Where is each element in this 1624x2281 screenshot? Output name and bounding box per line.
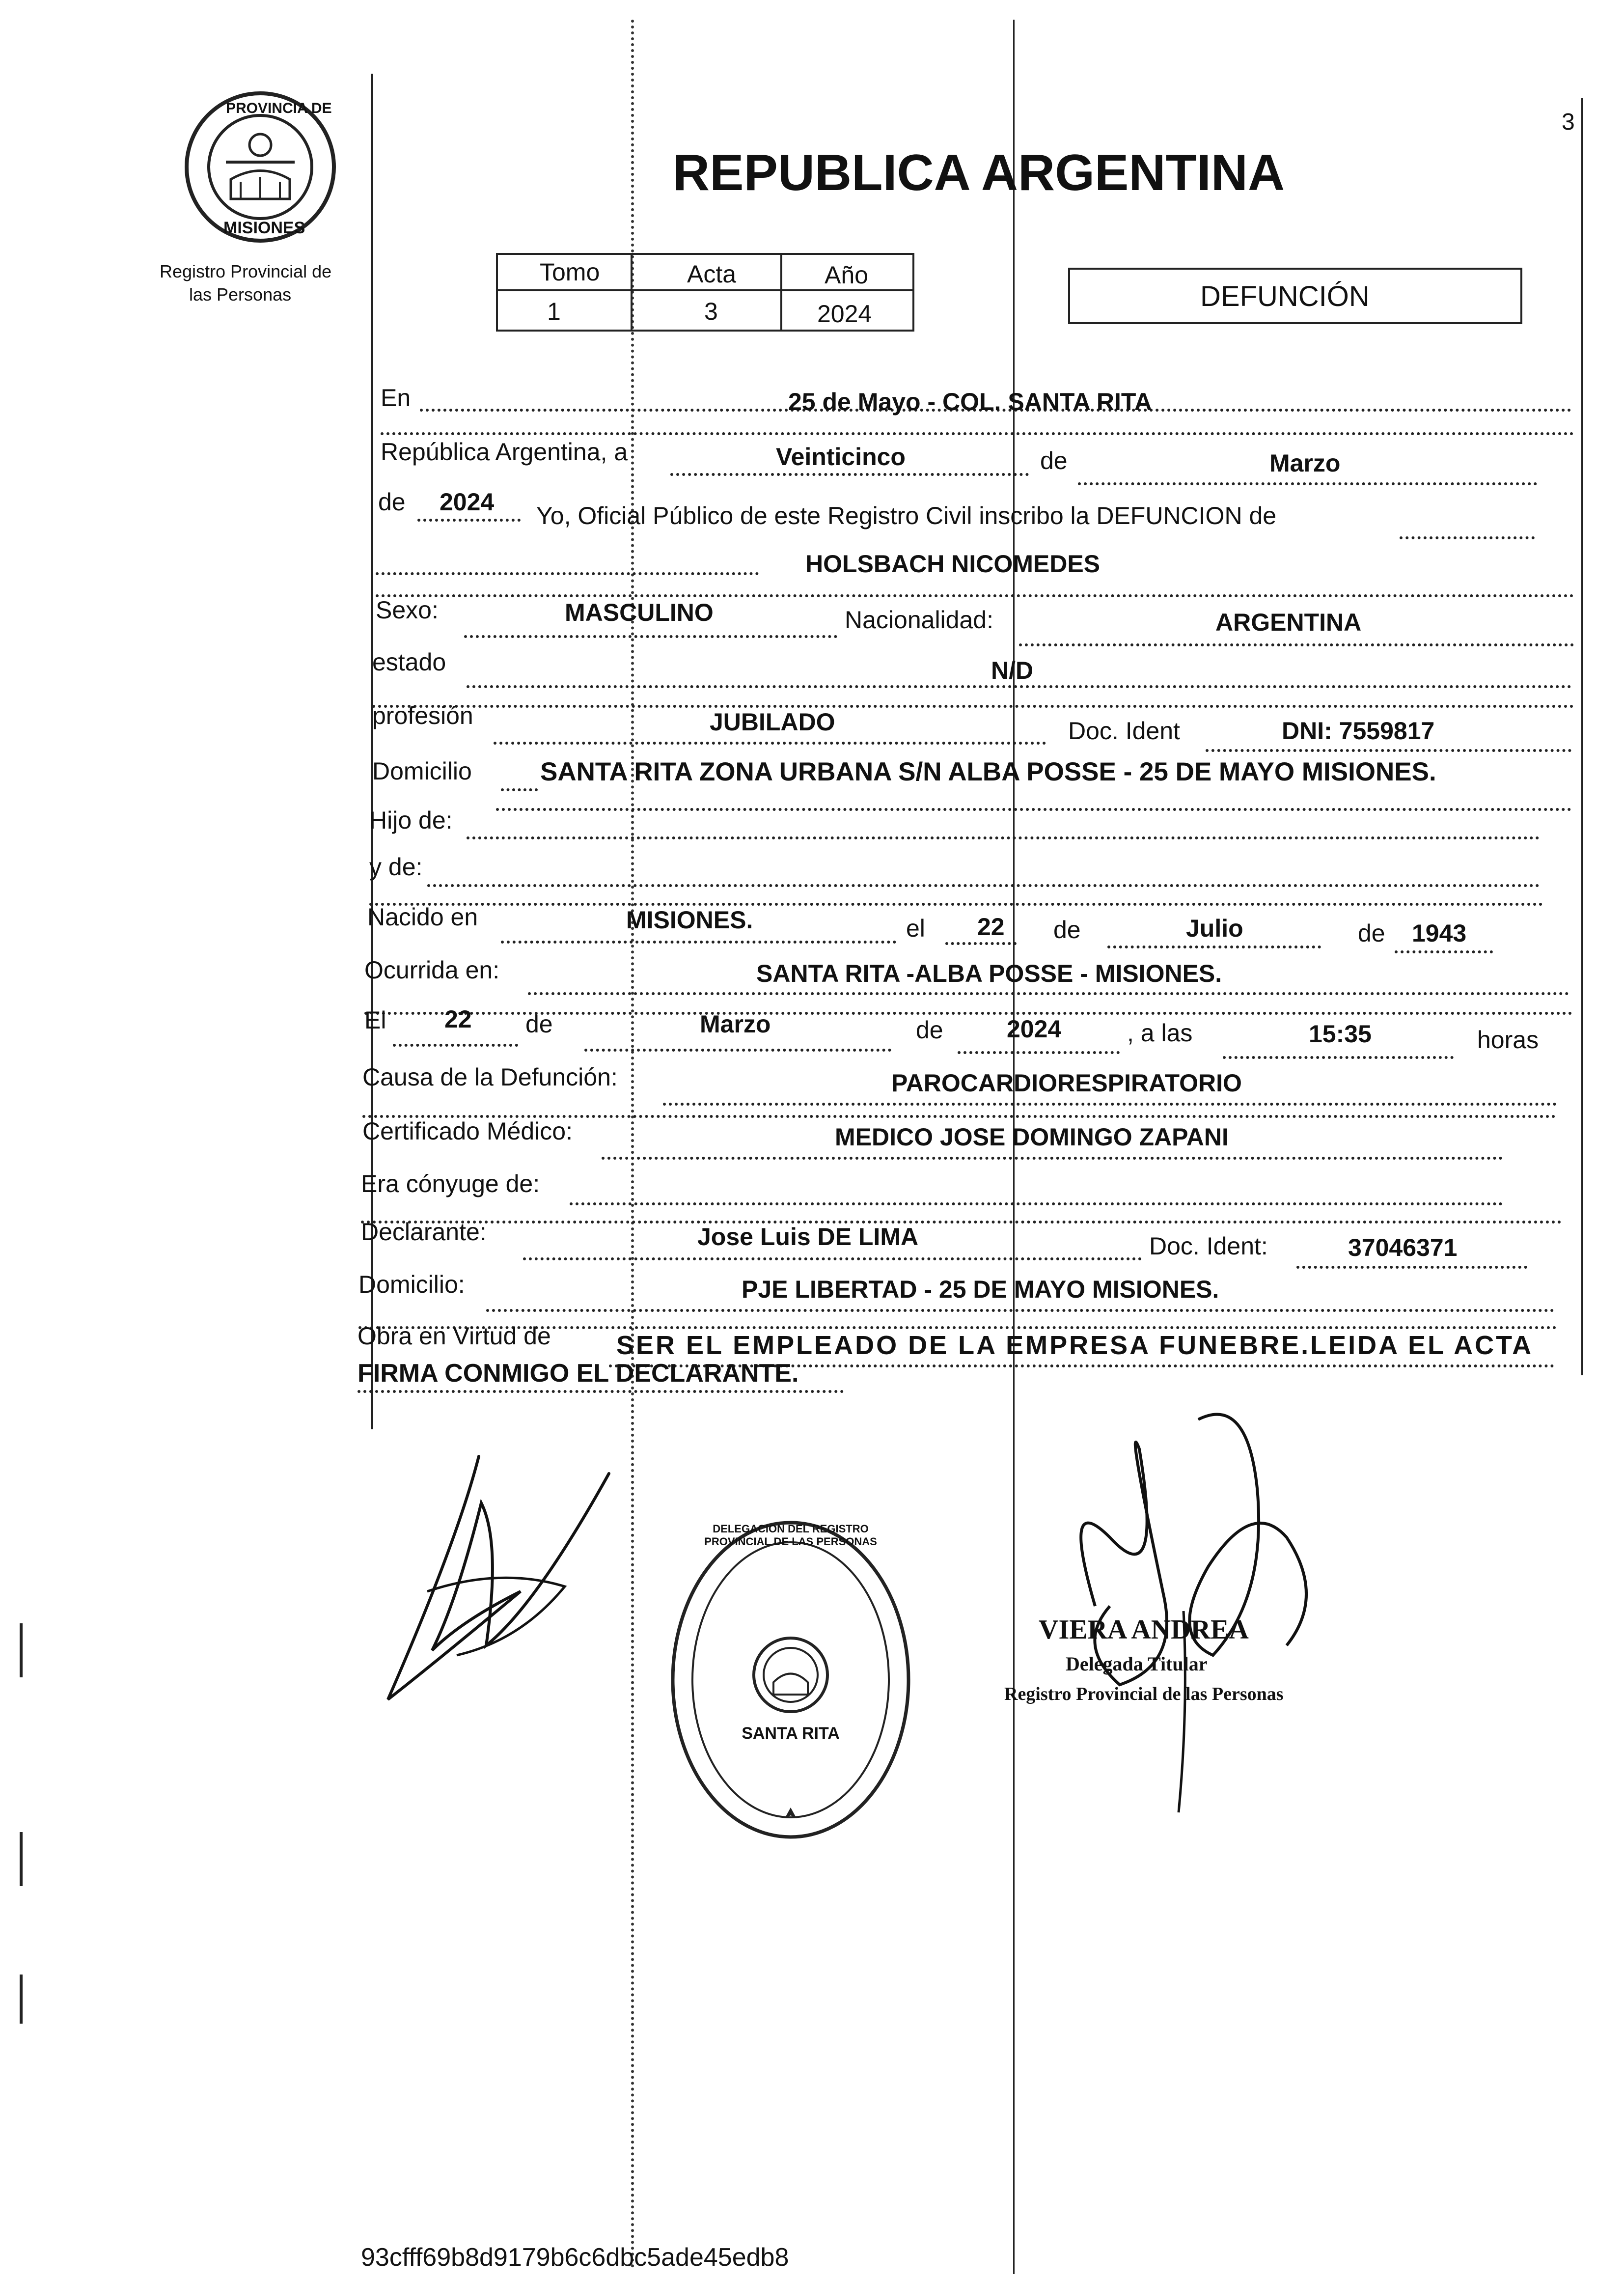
stamp-inner-text: SANTA RITA [742,1724,840,1743]
label-doc-ident: Doc. Ident [1068,717,1180,745]
label-domicilio-2: Domicilio: [358,1271,465,1298]
label-certificado: Certificado Médico: [362,1117,573,1145]
label-y-de: y de: [369,853,423,881]
value-fall-dia: 22 [444,1005,472,1033]
label-domicilio: Domicilio [372,757,472,785]
value-dia-letras: Veinticinco [776,443,906,471]
registry-line-2: las Personas [189,284,292,305]
dots-fall-dia [393,1044,518,1047]
record-table-divider-v1 [631,255,633,330]
header-acta: Acta [687,260,737,288]
record-type-box [1068,268,1522,324]
dots-oficial [1400,536,1535,539]
dots-estado-2 [372,705,1574,708]
value-tomo: 1 [547,298,561,325]
official-role: Delegada Titular [1066,1653,1208,1675]
dots-ocurrida-en [528,992,1569,995]
margin-mark-2 [20,1832,23,1886]
label-hijo-de: Hijo de: [369,807,453,834]
value-sexo: MASCULINO [565,599,714,626]
value-certificado: MEDICO JOSE DOMINGO ZAPANI [835,1123,1229,1151]
provincial-seal-logo [182,88,339,246]
delegation-stamp [668,1518,913,1842]
dots-fall-anio [958,1051,1120,1054]
registry-line-1: Registro Provincial de [160,261,332,281]
margin-mark-3 [20,1975,23,2024]
dots-sexo [464,635,837,638]
header-tomo: Tomo [540,258,600,286]
label-el-fall: El [364,1006,386,1034]
value-acta: 3 [704,298,718,325]
label-oficial: Yo, Oficial Público de este Registro Civil inscribo la DEFUNCION de [536,502,1277,529]
record-table-divider-h [498,289,912,291]
dots-mes [1078,482,1537,485]
dots-nacionalidad [1019,643,1574,646]
label-de-nac-mes: de [1053,916,1081,944]
dots-declarante [523,1257,1142,1260]
record-table [496,253,914,332]
dots-domicilio-lead [501,788,538,791]
value-declarante: Jose Luis DE LIMA [697,1223,919,1251]
label-republica: República Argentina, a [381,438,628,466]
label-conyuge: Era cónyuge de: [361,1170,540,1197]
dots-hijo-de [467,836,1540,839]
dots-nombre [376,594,1574,597]
label-en: En [381,384,411,412]
label-obra: Obra en Virtud de [358,1322,551,1350]
official-office: Registro Provincial de las Personas [1004,1684,1284,1704]
value-nacionalidad: ARGENTINA [1215,609,1362,636]
label-de-nac-anio: de [1358,919,1385,947]
dots-hora [1223,1056,1454,1059]
record-table-divider-v2 [780,255,782,330]
dots-nombre-lead [376,572,759,575]
value-lugar: 25 de Mayo - COL. SANTA RITA [788,388,1152,416]
value-hora: 15:35 [1309,1020,1372,1048]
label-a-las: , a las [1127,1019,1193,1047]
dots-obra-2 [358,1390,844,1393]
dots-nac-mes [1107,946,1321,948]
margin-mark-1 [20,1623,23,1677]
label-estado: estado [372,648,446,676]
value-nac-anio: 1943 [1412,919,1467,947]
value-anio: 2024 [440,488,495,516]
label-profesion: profesión [372,702,473,729]
label-nacionalidad: Nacionalidad: [845,606,993,634]
dots-dia [670,473,1029,476]
value-fall-mes: Marzo [700,1010,771,1038]
dots-fall-mes [584,1049,891,1052]
value-declarante-domicilio: PJE LIBERTAD - 25 DE MAYO MISIONES. [742,1276,1219,1303]
seal-top-text: PROVINCIA DE [226,100,332,116]
value-nac-mes: Julio [1186,915,1243,942]
dots-conyuge [570,1202,1503,1205]
dots-en-2 [381,432,1574,435]
value-obra-line-1: SER EL EMPLEADO DE LA EMPRESA FUNEBRE.LEIDA EL ACTA [616,1331,1534,1360]
scan-dotted-line [631,20,634,2269]
dots-y-de-2 [369,903,1543,906]
label-de-fall-anio: de [916,1016,943,1044]
dots-declarante-doc [1296,1266,1527,1269]
header-anio: Año [825,261,868,289]
label-declarante: Declarante: [361,1218,487,1246]
dots-anio [417,519,521,522]
label-nacido-en: Nacido en [367,903,478,931]
seal-bottom-text: MISIONES [223,219,305,237]
right-margin-line [1581,98,1583,1375]
value-estado: N/D [991,657,1034,684]
dots-profesion [494,742,1046,745]
value-nombre: HOLSBACH NICOMEDES [805,550,1101,578]
dots-nacido-en [501,941,896,944]
value-mes: Marzo [1269,449,1341,477]
value-obra-line-2: FIRMA CONMIGO EL DECLARANTE. [358,1359,799,1388]
page-title: REPUBLICA ARGENTINA [673,144,1285,201]
label-sexo: Sexo: [376,596,439,624]
label-causa: Causa de la Defunción: [362,1063,618,1091]
page-number: 3 [1562,109,1575,135]
dots-estado [467,685,1571,688]
declarant-signature [373,1444,629,1719]
dots-y-de [427,884,1540,887]
label-de-anio: de [378,488,406,516]
record-type: DEFUNCIÓN [1200,280,1370,312]
label-doc-ident-2: Doc. Ident: [1149,1232,1268,1260]
dots-causa [663,1103,1557,1106]
dots-certificado [602,1157,1503,1160]
label-horas: horas [1477,1026,1539,1054]
dots-nac-anio [1395,950,1493,953]
value-fall-anio: 2024 [1007,1015,1062,1043]
label-el-nac: el [906,915,925,942]
label-de-fall-mes: de [525,1010,553,1038]
value-profesion: JUBILADO [710,708,835,736]
value-doc: DNI: 7559817 [1282,717,1435,745]
value-anio: 2024 [817,300,872,328]
value-declarante-doc: 37046371 [1348,1234,1458,1261]
stamp-outer-text: DELEGACION DEL REGISTRO PROVINCIAL DE LAS PERSONAS [704,1523,877,1548]
dots-conyuge-2 [361,1221,1562,1224]
dots-domicilio [496,808,1571,811]
value-ocurrida-en: SANTA RITA -ALBA POSSE - MISIONES. [756,960,1222,987]
dots-nac-dia [945,942,1017,945]
value-nacido-en: MISIONES. [626,906,753,934]
document-hash: 93cfff69b8d9179b6c6dbc5ade45edb8 [361,2243,789,2272]
value-domicilio: SANTA RITA ZONA URBANA S/N ALBA POSSE - 25 DE MAYO MISIONES. [540,757,1436,786]
value-nac-dia: 22 [977,913,1005,941]
label-ocurrida-en: Ocurrida en: [364,956,500,984]
dots-doc [1206,749,1571,752]
official-name: VIERA ANDREA [1039,1614,1249,1645]
label-de-mes: de [1040,447,1068,474]
dots-domicilio-2 [486,1309,1554,1312]
value-causa: PAROCARDIORESPIRATORIO [891,1069,1242,1097]
